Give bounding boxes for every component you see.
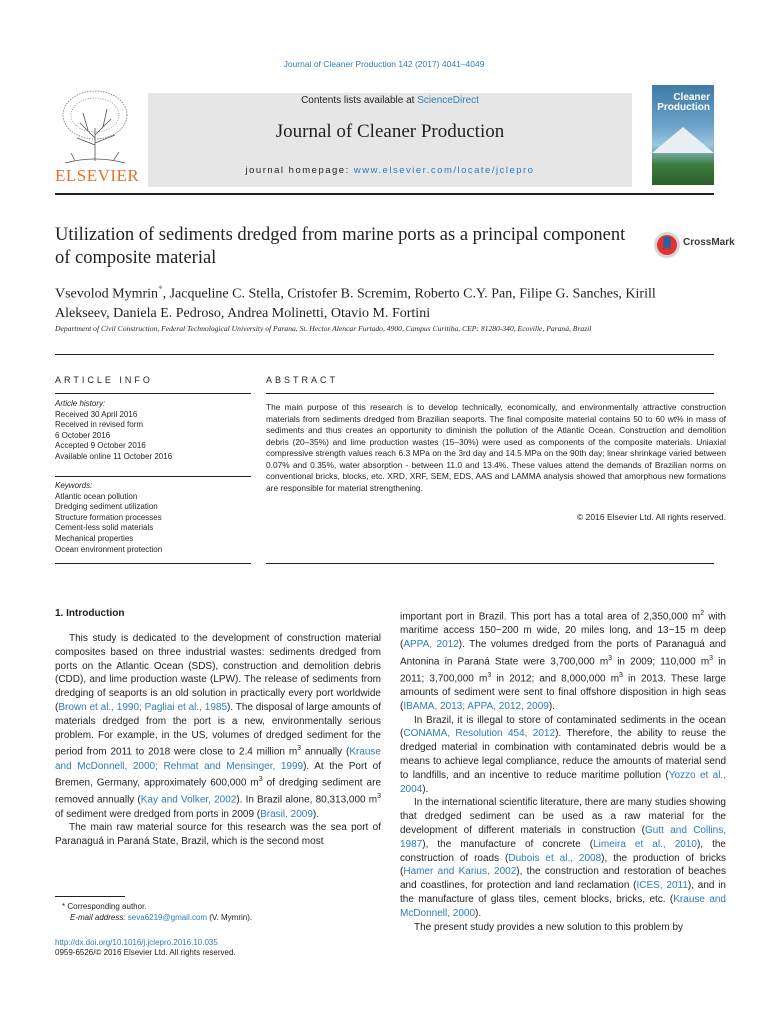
text-run: ), the construction of roads (: [400, 838, 726, 864]
keyword-item: Mechanical properties: [55, 533, 134, 543]
text-run: in 2012; and 8,000,000 m: [491, 673, 620, 685]
keyword-item: Ocean environment protection: [55, 544, 163, 554]
history-entry: 6 October 2016: [55, 430, 111, 440]
superscript: 3: [619, 671, 623, 679]
abstract-heading: ABSTRACT: [266, 375, 339, 385]
superscript: 3: [608, 654, 613, 662]
journal-citation[interactable]: Journal of Cleaner Production 142 (2017) 4041–4049: [283, 59, 485, 69]
elsevier-wordmark: ELSEVIER: [55, 166, 140, 185]
text-run: important port in Brazil. This port has a total area of 2,350,000 m: [400, 611, 701, 623]
text-run: ). The volumes dredged from the ports of Paranaguá and Antonina in Paraná State were 3,700,000 m: [400, 638, 726, 668]
text-run: In the international scientific literature, there are many studies showing that dredged sediment can be used as a raw material for the development of different materials in construction (: [400, 797, 726, 836]
contents-line: Contents lists available at ScienceDirect: [301, 95, 479, 106]
text-run: of dredging sediment are removed annually (: [55, 777, 382, 806]
text-run: ). Therefore, the ability to reuse the dredged material in combination with contaminated debris would be a means to achieve legal compliance, reduce the amounts of material send to landfills, and an incentive to reduce maritime pollution (: [400, 728, 726, 781]
citation-link[interactable]: APPA, 2012: [403, 638, 459, 650]
paragraph: [400, 796, 726, 920]
keywords-list: [55, 492, 251, 556]
citation-link[interactable]: Gutt and Collins, 1987: [400, 824, 726, 850]
text-run: in 2011; 3,700,000 m: [400, 656, 726, 685]
keyword-item: Atlantic ocean pollution: [55, 491, 138, 501]
cover-title: Cleaner Production: [657, 92, 710, 113]
email-link[interactable]: seva6219@gmail.com: [127, 912, 208, 922]
superscript: 3: [258, 776, 263, 784]
paper-title: Utilization of sediments dredged from marine ports as a principal component of composite material: [55, 225, 626, 268]
history-entry: Received 30 April 2016: [55, 409, 138, 419]
body-column-right: [400, 607, 726, 934]
abstract-copyright: © 2016 Elsevier Ltd. All rights reserved.: [577, 512, 726, 522]
body-column-left: [55, 632, 381, 849]
section-rule: [55, 354, 714, 355]
paragraph: [400, 607, 726, 714]
citation-link[interactable]: Brasil, 2009: [260, 808, 313, 820]
article-info-heading: ARTICLE INFO: [55, 375, 153, 385]
text-run: ), the construction and restoration of beaches and coastlines, for protection and land reclamation (: [400, 866, 726, 892]
history-entry: Accepted 9 October 2016: [55, 441, 146, 451]
text-run: ). The disposal of large amounts of materials dredged from the port is a new, environmentally serious problem. For example, in the US, volumes of dredged sediment for the period from 2011 to 2018 were close to 2.4 million m: [55, 701, 381, 758]
text-run: ), the manufacture of concrete (: [422, 838, 594, 850]
text-run: ). At the Port of Bremen, Germany, approximately 600,000 m: [55, 760, 382, 789]
text-run: ), and in the manufacture of glass tiles, cement blocks, bricks, etc. (: [400, 880, 726, 905]
paragraph: [55, 632, 381, 821]
paragraph: [55, 821, 381, 849]
author-list-rest: , Jacqueline C. Stella, Cristofer B. Scremim, Roberto C.Y. Pan, Filipe G. Sanches, Kirill Alekseev, Daniela E. Pedroso, Andrea Molinetti, Otavio M. Fortini: [55, 286, 656, 321]
author-list: [55, 280, 695, 323]
text-run: ).: [548, 700, 555, 712]
footnote: * Corresponding author. E-mail address: seva6219@gmail.com (V. Mymrin).: [62, 902, 253, 922]
journal-masthead: [148, 93, 632, 187]
article-info-rule: [55, 393, 251, 394]
text-run: ), the production of bricks (: [400, 852, 727, 878]
text-run: annually (: [301, 746, 350, 758]
citation-link[interactable]: IBAMA, 2013; APPA, 2012, 2009: [403, 700, 549, 712]
citation-link[interactable]: Hamer and Karius, 2002: [403, 866, 517, 878]
sciencedirect-link[interactable]: ScienceDirect: [417, 95, 479, 106]
issn-line: 0959-6526/© 2016 Elsevier Ltd. All rights reserved.: [55, 948, 236, 957]
text-run: of sediment were dredged from ports in 2009 (: [55, 808, 261, 820]
superscript: 3: [377, 793, 381, 801]
keyword-item: Cement-less solid materials: [55, 523, 154, 533]
keywords-label: Keywords:: [55, 481, 93, 490]
keyword-item: Dredging sediment utilization: [55, 502, 158, 512]
doi-link[interactable]: http://dx.doi.org/10.1016/j.jclepro.2016.10.035: [55, 938, 218, 947]
footnote-rule: [55, 896, 125, 897]
text-run: The present study provides a new solution to this problem by: [414, 921, 684, 933]
cover-mountain-shape: [652, 127, 714, 153]
text-run: ).: [312, 808, 320, 820]
text-run: This study is dedicated to the development of construction material composites based on three industrial wastes: sediments dredged from ports on the Atlantic Ocean (SDS), construction and demolition debris (CDD), and lime production waste (LPW). The release of sediments from dredging of seaports is an old solution in practically every port worldwide (: [55, 633, 381, 713]
paragraph: [400, 921, 726, 935]
text-run: in 2013. These large amounts of sediment were sent to final offshore disposition in high seas (: [400, 673, 727, 712]
text-run: in 2009; 110,000 m: [612, 656, 710, 668]
keywords-rule: [55, 476, 251, 477]
text-run: The main raw material source for this research was the sea port of Paranaguá in Paraná State, Brazil, which is the second most: [55, 822, 381, 848]
citation-link[interactable]: ICES, 2011: [636, 880, 688, 892]
journal-homepage-line: journal homepage: www.elsevier.com/locate/jclepro: [245, 165, 535, 176]
text-run: ). In Brazil alone, 80,313,000 m: [236, 794, 378, 806]
text-run: In Brazil, it is illegal to store of contaminated sediments in the ocean (: [400, 714, 726, 740]
text-run: with maritime access 150−200 m wide, 20 miles long, and 13−15 m deep (: [400, 611, 726, 650]
text-run: ).: [475, 907, 482, 919]
superscript: 3: [709, 654, 714, 662]
author-corresponding[interactable]: Vsevolod Mymrin: [55, 286, 159, 302]
citation-link[interactable]: Krause and McDonnell, 2000; Rehmat and Mensinger, 1999: [55, 746, 381, 772]
citation-link[interactable]: Limeira et al., 2010: [593, 838, 697, 850]
abstract-text: The main purpose of this research is to develop technically, economically, and environmentally attractive construction materials from sediments dredged from Brazilian seaports. The final composite material contains 50 to 60 wt% in mass of sediments and thus creates an opportunity to diminish the pollution of the Atlantic Ocean. Construction and demolition debris (20–35%) and lime production wastes (15–30%) were used as components of the composite materials. Uniaxial compressive strength values reach 6.3 MPa on the 3rd day and 14.5 MPa on the 90th day; linear shrinkage varied between 0.07% and 0.35%, water absorption - between 11.0 and 13.4%. These values attend the demands of Brazilian norms on conventional bricks, blocks, etc. XRD, XRF, SEM, EDS, AAS and LAMMA analysis showed that amorphous new formations are responsible for material strengthening.: [266, 402, 726, 493]
header-rule: [55, 193, 714, 195]
citation-link[interactable]: Yozzo et al., 2004: [400, 769, 726, 795]
history-entry: Received in revised form: [55, 420, 144, 430]
abstract-bottom-rule: [266, 563, 714, 564]
email-label: E-mail address:: [70, 912, 128, 922]
superscript: 3: [297, 745, 302, 753]
section-heading-introduction: 1. Introduction: [55, 608, 125, 619]
affiliation: Department of Civil Construction, Federal Technological University of Parana, St. Hector Alencar Furtado, 4900, Campus Curitiba, CEP: 81280-340, Ecoville, Paraná, Brazil: [55, 324, 592, 333]
journal-title: Journal of Cleaner Production: [275, 121, 505, 142]
citation-link[interactable]: Kay and Volker, 2002: [140, 794, 237, 806]
abstract-rule: [266, 393, 714, 394]
citation-link[interactable]: Brown et al., 1990; Pagliai et al., 1985: [58, 701, 228, 713]
paragraph: [400, 714, 726, 797]
citation-link[interactable]: Dubois et al., 2008: [508, 852, 602, 864]
history-entry: Available online 11 October 2016: [55, 451, 173, 461]
journal-cover-image[interactable]: [652, 85, 714, 185]
article-history: [55, 399, 251, 463]
history-label: Article history:: [55, 399, 106, 408]
journal-homepage-link[interactable]: www.elsevier.com/locate/jclepro: [353, 165, 535, 176]
article-info-bottom-rule: [55, 563, 251, 564]
history-list: [55, 410, 251, 463]
citation-link[interactable]: Krause and McDonnell, 2000: [400, 893, 726, 919]
keyword-item: Structure formation processes: [55, 512, 162, 522]
footnote-mark: *: [62, 902, 66, 911]
citation-link[interactable]: CONAMA, Resolution 454, 2012: [403, 728, 556, 740]
keywords-block: [55, 481, 251, 555]
crossmark-label[interactable]: CrossMark: [683, 237, 735, 248]
superscript: 2: [700, 610, 705, 617]
corresponding-mark[interactable]: *: [158, 284, 163, 294]
superscript: 3: [487, 671, 492, 679]
text-run: ).: [422, 783, 429, 795]
